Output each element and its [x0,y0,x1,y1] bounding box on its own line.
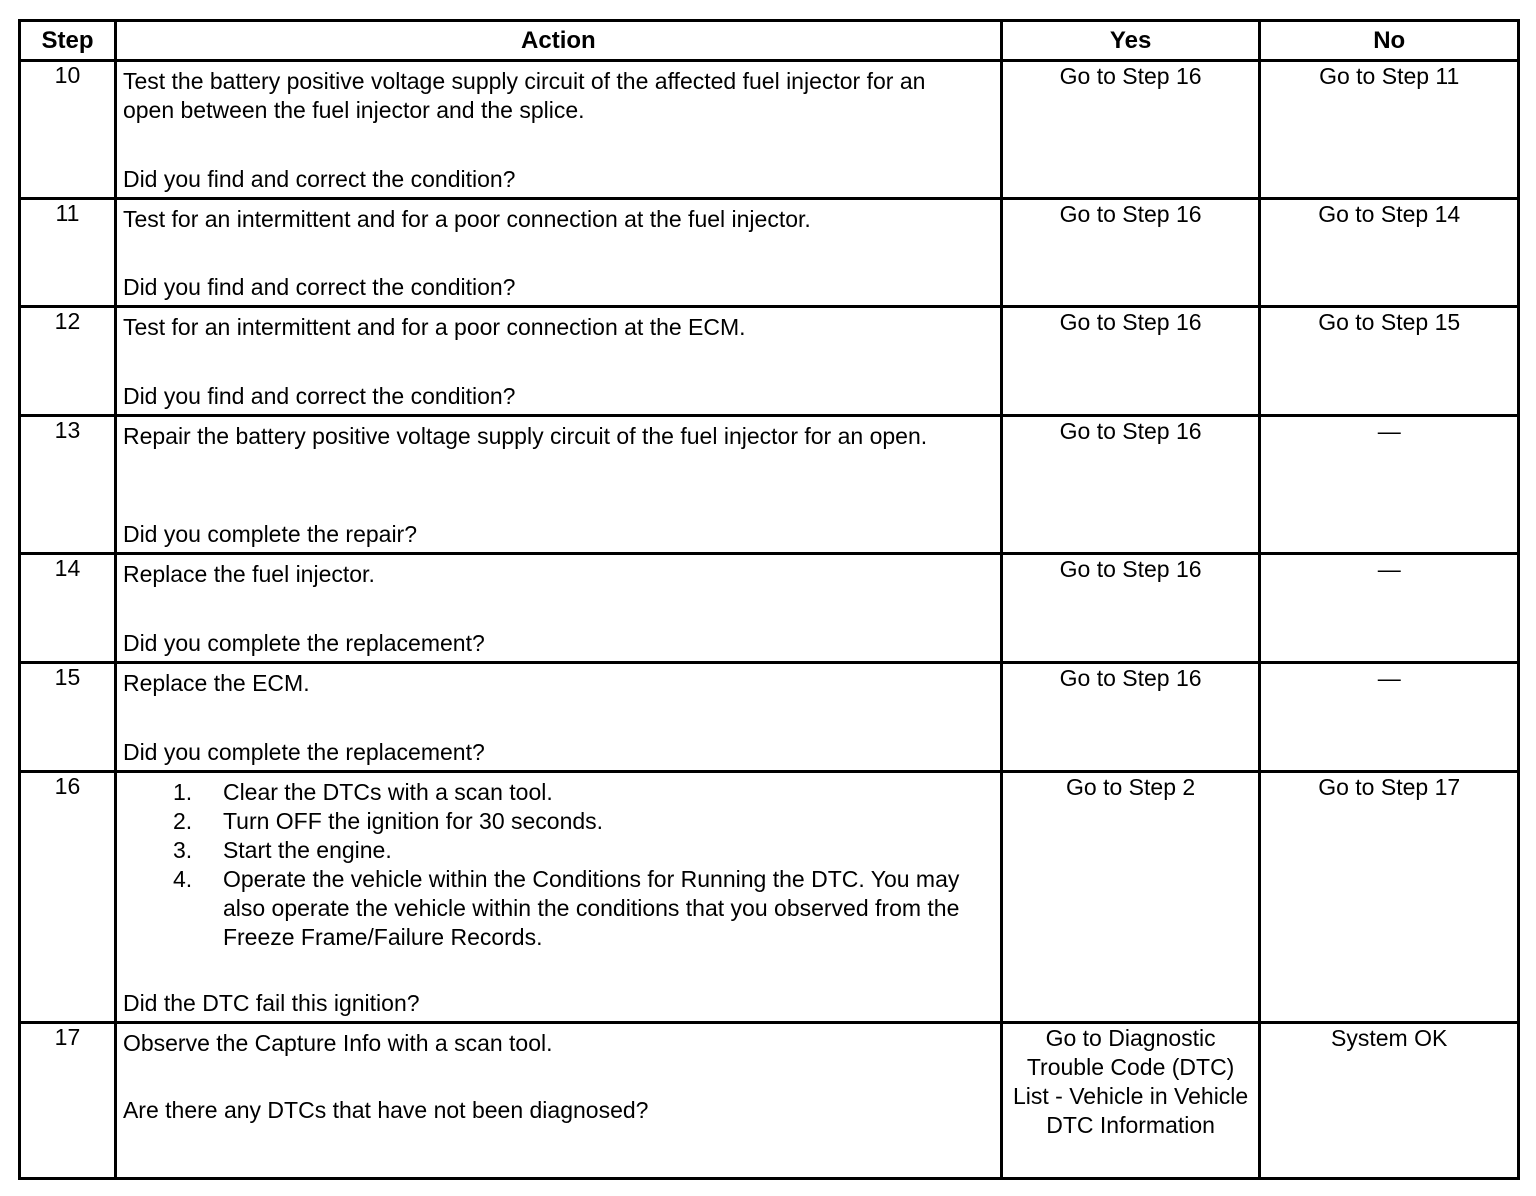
yes-result: Go to Step 16 [1001,416,1260,554]
step-number: 11 [20,199,116,307]
list-item: 1. Clear the DTCs with a scan tool. [172,779,553,805]
substep-list [123,778,980,952]
action-cell [115,772,1001,1023]
header-yes: Yes [1001,21,1260,61]
action-instruction: Replace the ECM. [122,670,310,696]
step-number: 10 [20,61,116,199]
table-row [20,61,1519,199]
action-question: Did you complete the replacement? [122,630,485,656]
action-instruction [117,773,1000,952]
no-result: Go to Step 11 [1260,61,1519,199]
yes-result: Go to Step 16 [1001,663,1260,772]
action-question: Did you find and correct the condition? [122,383,516,409]
header-action: Action [115,21,1001,61]
header-row [20,21,1519,61]
action-instruction: Test for an intermittent and for a poor connection at the fuel injector. [122,206,811,232]
no-result: — [1260,663,1519,772]
action-instruction: Test the battery positive voltage supply circuit of the affected fuel injector for an open between the fuel injector and the splice. [122,68,926,123]
action-cell [115,307,1001,416]
action-question: Did the DTC fail this ignition? [122,990,420,1016]
table-row [20,772,1519,1023]
no-result: Go to Step 14 [1260,199,1519,307]
action-cell [115,61,1001,199]
action-cell [115,663,1001,772]
list-item: 4. Operate the vehicle within the Conditions for Running the DTC. You may also operate the vehicle within the conditions that you observed from the Freeze Frame/Failure Records. [172,866,960,950]
action-question: Did you complete the repair? [122,521,418,547]
no-result: — [1260,554,1519,663]
action-cell [115,199,1001,307]
action-instruction: Replace the fuel injector. [122,561,375,587]
action-question: Are there any DTCs that have not been diagnosed? [122,1097,649,1123]
action-cell [115,1023,1001,1179]
yes-result: Go to Diagnostic Trouble Code (DTC) List - Vehicle in Vehicle DTC Information [1001,1023,1260,1179]
no-result: Go to Step 15 [1260,307,1519,416]
action-cell [115,554,1001,663]
action-question: Did you complete the replacement? [122,739,485,765]
header-step: Step [20,21,116,61]
action-instruction: Observe the Capture Info with a scan tool. [122,1030,553,1056]
yes-result: Go to Step 16 [1001,61,1260,199]
table-row [20,554,1519,663]
yes-result: Go to Step 2 [1001,772,1260,1023]
header-no: No [1260,21,1519,61]
diagnostic-table [18,19,1520,1180]
action-instruction: Test for an intermittent and for a poor connection at the ECM. [122,314,746,340]
table-row [20,199,1519,307]
action-cell [115,416,1001,554]
table-row [20,1023,1519,1179]
no-result: System OK [1260,1023,1519,1179]
table-row [20,663,1519,772]
list-item: 3. Start the engine. [172,837,392,863]
table-row [20,307,1519,416]
action-question: Did you find and correct the condition? [122,166,516,192]
step-number: 13 [20,416,116,554]
action-instruction: Repair the battery positive voltage supply circuit of the fuel injector for an open. [122,423,928,449]
step-number: 17 [20,1023,116,1179]
step-number: 16 [20,772,116,1023]
no-result: — [1260,416,1519,554]
step-number: 14 [20,554,116,663]
step-number: 12 [20,307,116,416]
yes-result: Go to Step 16 [1001,199,1260,307]
yes-result: Go to Step 16 [1001,307,1260,416]
step-number: 15 [20,663,116,772]
list-item: 2. Turn OFF the ignition for 30 seconds. [172,808,604,834]
action-question: Did you find and correct the condition? [122,274,516,300]
no-result: Go to Step 17 [1260,772,1519,1023]
yes-result: Go to Step 16 [1001,554,1260,663]
table-row [20,416,1519,554]
